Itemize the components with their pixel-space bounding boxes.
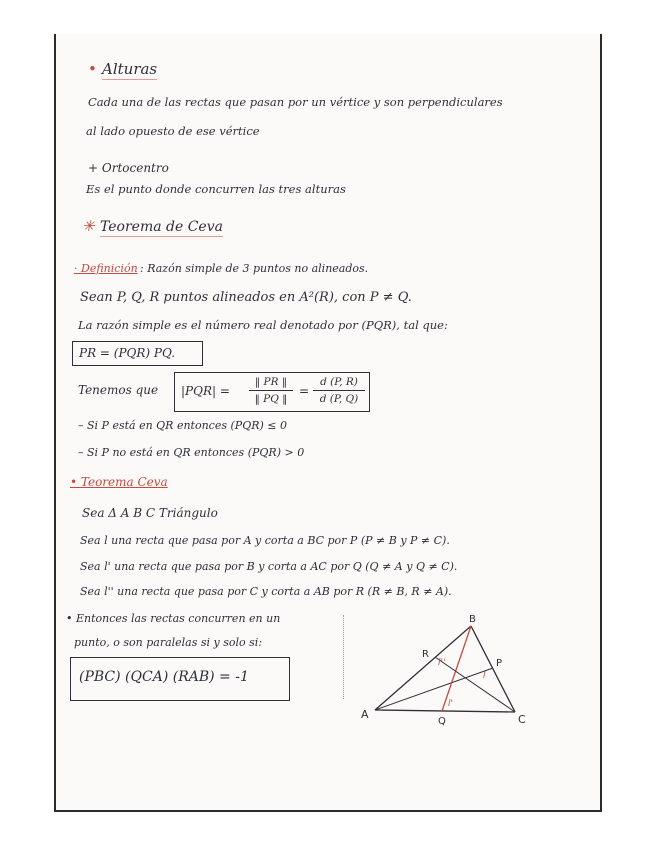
fraction-norms-num: ‖ PR ‖ bbox=[254, 376, 288, 388]
tenemos-label: Tenemos que bbox=[78, 383, 159, 397]
teorema-line-lpp: Sea l'' una recta que pasa por C y corta a AB por R (R ≠ B, R ≠ A). bbox=[80, 585, 452, 598]
triangle-diagram bbox=[350, 612, 535, 742]
fraction-norms bbox=[249, 376, 293, 405]
teorema-sea: Sea Δ A B C Triángulo bbox=[82, 506, 218, 520]
fraction-distances bbox=[313, 376, 365, 405]
result-text: (PBC) (QCA) (RAB) = -1 bbox=[79, 669, 249, 685]
entonces-line1: • Entonces las rectas concurren en un bbox=[66, 612, 281, 625]
alturas-line1: Cada una de las rectas que pasan por un vértice y son perpendiculares bbox=[88, 95, 503, 109]
abs-ratio: |PQR| = bbox=[181, 384, 230, 398]
side-bc bbox=[471, 626, 515, 712]
ceva-heading-title: Teorema de Ceva bbox=[100, 219, 223, 235]
side-ac bbox=[375, 710, 515, 712]
fraction-norms-den: ‖ PQ ‖ bbox=[254, 393, 288, 405]
formula-box bbox=[72, 341, 203, 366]
result-box bbox=[70, 657, 290, 701]
label-l: l bbox=[483, 671, 486, 681]
ortocentro-text: Es el punto donde concurren las tres alturas bbox=[86, 182, 346, 196]
dotted-separator bbox=[343, 615, 344, 699]
definicion-text: : Razón simple de 3 puntos no alineados. bbox=[140, 262, 369, 275]
teorema-line-lp: Sea l' una recta que pasa por B y corta a AC por Q (Q ≠ A y Q ≠ C). bbox=[80, 560, 458, 573]
teorema-line-l: Sea l una recta que pasa por A y corta a BC por P (P ≠ B y P ≠ C). bbox=[80, 534, 450, 547]
label-lpp: l'' bbox=[438, 658, 446, 668]
star-icon: ✳ bbox=[82, 217, 95, 235]
point-r: R bbox=[422, 649, 429, 660]
alturas-line2: al lado opuesto de ese vértice bbox=[86, 124, 260, 138]
vertex-b: B bbox=[469, 614, 476, 625]
alturas-title: Alturas bbox=[102, 60, 158, 78]
cevian-ap bbox=[375, 668, 493, 710]
equals-sign: = bbox=[299, 384, 310, 398]
definicion-label: · Definición bbox=[74, 262, 138, 275]
case-outside: – Si P no está en QR entonces (PQR) > 0 bbox=[78, 446, 305, 459]
point-p: P bbox=[496, 658, 503, 669]
fraction-distances-den: d (P, Q) bbox=[319, 393, 359, 405]
label-lp: l' bbox=[448, 699, 453, 709]
case-inside: – Si P está en QR entonces (PQR) ≤ 0 bbox=[78, 419, 287, 432]
vertex-c: C bbox=[518, 713, 526, 726]
fraction-distances-num: d (P, R) bbox=[320, 376, 358, 388]
formula-text: PR = (PQR) PQ. bbox=[79, 346, 176, 360]
alturas-bullet: • bbox=[88, 60, 97, 78]
ortocentro-title: + Ortocentro bbox=[88, 161, 169, 175]
teorema-title: • Teorema Ceva bbox=[70, 475, 168, 489]
sean-line1: Sean P, Q, R puntos alineados en A²(R), con P ≠ Q. bbox=[80, 290, 412, 305]
ratio-box bbox=[174, 372, 370, 412]
entonces-line2: punto, o son paralelas si y solo si: bbox=[74, 636, 263, 649]
sean-line2: La razón simple es el número real denotado por (PQR), tal que: bbox=[78, 318, 448, 332]
point-q: Q bbox=[438, 716, 446, 727]
vertex-a: A bbox=[361, 708, 369, 721]
